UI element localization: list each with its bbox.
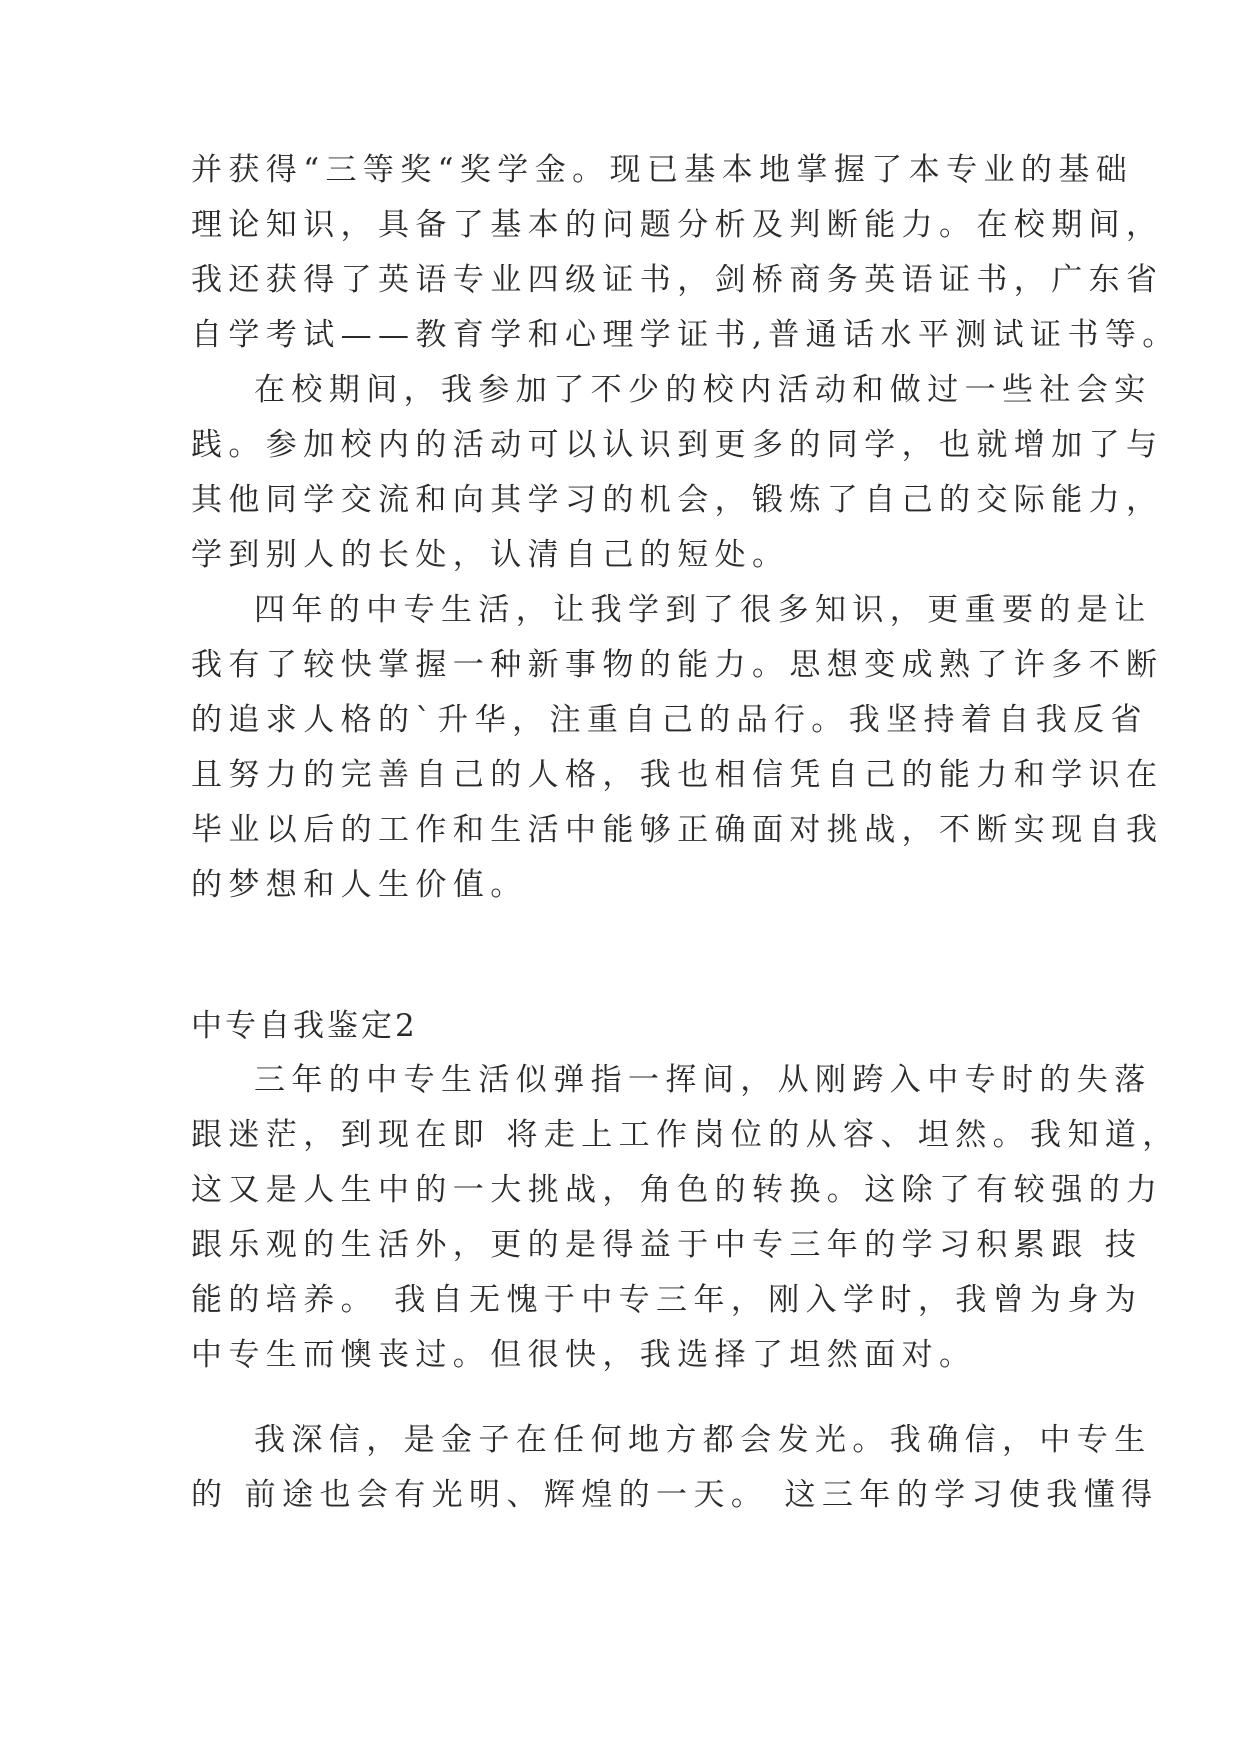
text-line: 的梦想和人生价值。 [191, 867, 528, 903]
section-heading: 中专自我鉴定2 [191, 1008, 418, 1044]
text-line: 我还获得了英语专业四级证书，剑桥商务英语证书，广东省 [191, 262, 1164, 298]
text-line: 并获得“三等奖“奖学金。现已基本地掌握了本专业的基础 [191, 152, 1134, 188]
text-line: 四年的中专生活，让我学到了很多知识，更重要的是让 [254, 592, 1152, 628]
text-line: 跟迷茫，到现在即 将走上工作岗位的从容、坦然。我知道， [191, 1117, 1180, 1153]
text-line: 在校期间，我参加了不少的校内活动和做过一些社会实 [254, 372, 1152, 408]
text-line: 的追求人格的`升华，注重自己的品行。我坚持着自我反省 [191, 702, 1148, 738]
text-line: 中专生而懊丧过。但很快，我选择了坦然面对。 [191, 1337, 977, 1373]
text-line: 的 前途也会有光明、辉煌的一天。 这三年的学习使我懂得 [191, 1477, 1159, 1513]
text-line: 践。参加校内的活动可以认识到更多的同学，也就增加了与 [191, 427, 1164, 463]
text-line: 三年的中专生活似弹指一挥间，从刚跨入中专时的失落 [254, 1062, 1152, 1098]
text-line: 自学考试——教育学和心理学证书,普通话水平测试证书等。 [191, 317, 1180, 353]
text-line: 学到别人的长处，认清自己的短处。 [191, 537, 790, 573]
text-line: 能的培养。 我自无愧于中专三年，刚入学时，我曾为身为 [191, 1282, 1143, 1318]
text-line: 且努力的完善自己的人格，我也相信凭自己的能力和学识在 [191, 757, 1164, 793]
text-line: 理论知识，具备了基本的问题分析及判断能力。在校期间， [191, 207, 1164, 243]
text-line: 毕业以后的工作和生活中能够正确面对挑战，不断实现自我 [191, 812, 1164, 848]
text-line: 我深信，是金子在任何地方都会发光。我确信，中专生 [254, 1422, 1152, 1458]
text-line: 跟乐观的生活外，更的是得益于中专三年的学习积累跟 技 [191, 1227, 1143, 1263]
text-line: 这又是人生中的一大挑战，角色的转换。这除了有较强的力 [191, 1172, 1164, 1208]
text-line: 我有了较快掌握一种新事物的能力。思想变成熟了许多不断 [191, 647, 1164, 683]
text-line: 其他同学交流和向其学习的机会，锻炼了自己的交际能力， [191, 482, 1164, 518]
